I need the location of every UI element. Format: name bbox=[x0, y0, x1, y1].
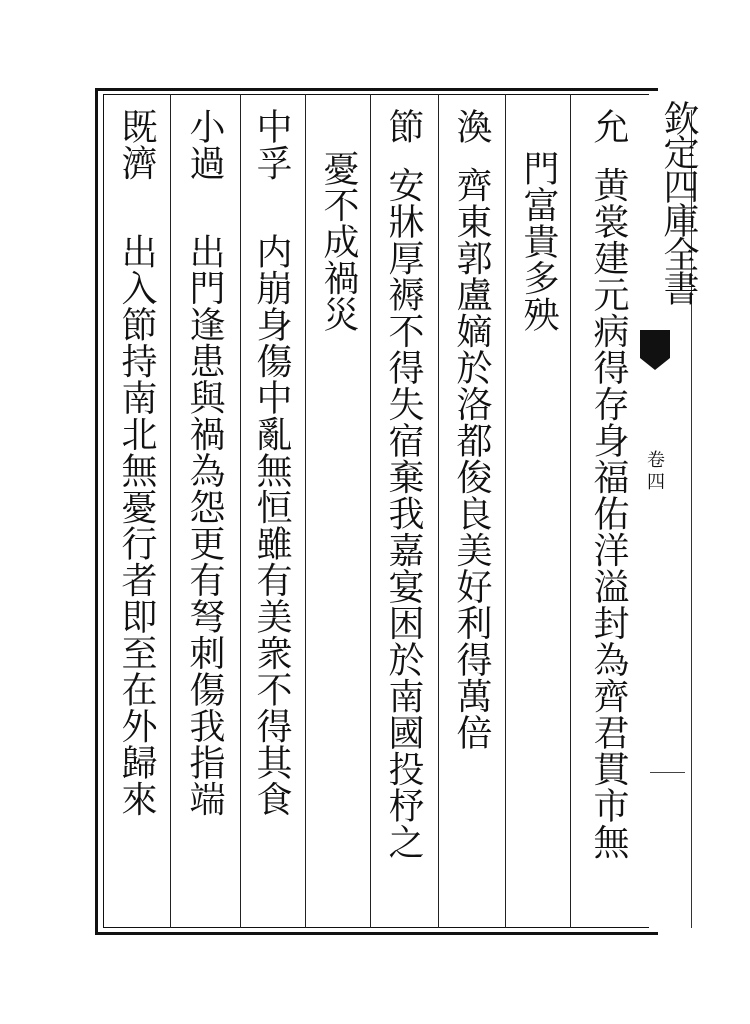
verse-text: 出門逢患與禍為怨更有弩刺傷我指端 bbox=[184, 233, 225, 817]
text-column bbox=[251, 108, 292, 918]
column-rule bbox=[170, 94, 171, 928]
column-rule bbox=[570, 94, 571, 928]
text-column bbox=[588, 108, 629, 918]
verse-text: 齊東郭盧嫡於洛都俊良美好利得萬倍 bbox=[451, 166, 492, 751]
text-column bbox=[318, 150, 359, 960]
verse-text: 黄裳建元病得存身福佑洋溢封為齊君貫市無 bbox=[588, 166, 629, 860]
text-column bbox=[184, 108, 225, 918]
column-rule bbox=[438, 94, 439, 928]
verse-text: 憂不成禍災 bbox=[318, 150, 359, 333]
margin-tick bbox=[650, 772, 685, 773]
verse-text: 内崩身傷中亂無恒雖有美衆不得其食 bbox=[251, 233, 292, 817]
hexagram-name: 中孚 bbox=[251, 108, 292, 181]
hexagram-name: 小過 bbox=[184, 108, 225, 181]
volume-label: 卷四 bbox=[644, 450, 665, 494]
column-rule bbox=[305, 94, 306, 928]
text-column bbox=[451, 108, 492, 918]
verse-text: 安牀厚褥不得失宿棄我嘉宴困於南國投杼之 bbox=[383, 166, 424, 860]
column-rule bbox=[240, 94, 241, 928]
verse-text: 出入節持南北無憂行者即至在外歸來 bbox=[116, 233, 157, 817]
hexagram-name: 節 bbox=[383, 108, 424, 145]
text-column bbox=[518, 150, 559, 960]
hexagram-name: 渙 bbox=[451, 108, 492, 145]
text-column bbox=[383, 108, 424, 918]
column-rule bbox=[370, 94, 371, 928]
book-title: 欽定四庫全書 bbox=[658, 100, 699, 304]
verse-text: 門富貴多殃 bbox=[518, 150, 559, 333]
column-rule bbox=[505, 94, 506, 928]
hexagram-name: 允 bbox=[588, 108, 629, 145]
hexagram-name: 既濟 bbox=[116, 108, 157, 181]
text-column bbox=[116, 108, 157, 918]
